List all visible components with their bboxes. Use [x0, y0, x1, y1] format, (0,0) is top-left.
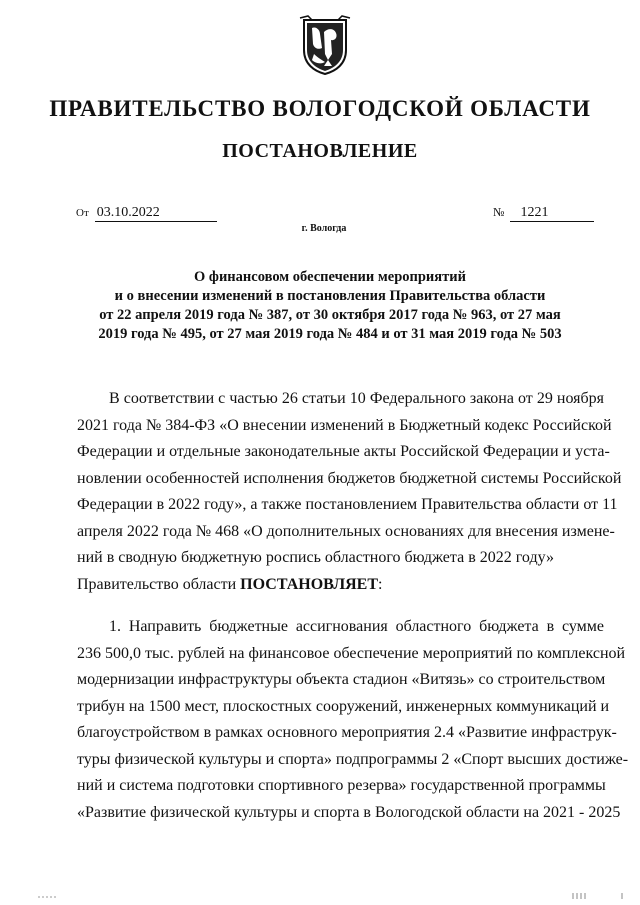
date-value: 03.10.2022	[95, 205, 217, 222]
resolve-word: ПОСТАНОВЛЯЕТ	[240, 575, 379, 593]
preamble-line: ний в сводную бюджетную роспись областного бюджета в 2022 году»	[77, 549, 554, 566]
scan-mark-icon	[572, 893, 588, 899]
scan-marks	[0, 891, 640, 899]
preamble-line: Федерации и отдельные законодательные акты Российской Федерации и уста-	[77, 443, 610, 460]
coat-of-arms-icon	[298, 14, 352, 76]
scan-mark-icon	[38, 895, 58, 899]
preamble	[77, 386, 622, 598]
document-type: ПОСТАНОВЛЕНИЕ	[222, 140, 418, 162]
number-prefix: №	[493, 205, 505, 219]
resolve-line	[77, 572, 604, 599]
preamble-line: новлении особенностей исполнения бюджетов бюджетной системы Российской	[77, 469, 622, 487]
paragraph-line: 236 500,0 тыс. рублей на финансовое обеспечение мероприятий по комплексной	[77, 644, 626, 662]
preamble-line: Федерации в 2022 году», а также постановлением Правительства области от 11	[77, 496, 618, 513]
document-number	[493, 205, 594, 222]
preamble-line: В соответствии с частью 26 статьи 10 Федерального закона от 29 ноября	[109, 390, 604, 407]
subject-line: О финансовом обеспечении мероприятий	[194, 269, 466, 285]
paragraph-line: 1. Направить бюджетные ассигнования областного бюджета в сумме	[109, 618, 604, 635]
preamble-line: апреля 2022 года № 468 «О дополнительных основаниях для внесения измене-	[77, 522, 615, 540]
preamble-line: 2021 года № 384-ФЗ «О внесении изменений в Бюджетный кодекс Российской	[77, 416, 612, 434]
paragraph-line: «Развитие физической культуры и спорта в Вологодской области на 2021 - 2025	[77, 803, 621, 821]
city: г. Вологда	[301, 223, 347, 234]
subject-line: от 22 апреля 2019 года № 387, от 30 октября 2017 года № 963, от 27 мая	[99, 307, 561, 323]
date-prefix: От	[76, 207, 89, 219]
paragraph-line: модернизации инфраструктуры объекта стадион «Витязь» со строительством	[77, 671, 606, 688]
paragraph-1	[77, 614, 629, 826]
paragraph-line: трибун на 1500 мест, плоскостных сооружений, инженерных коммуникаций и	[77, 697, 610, 715]
paragraph-line: ний и система подготовки спортивного резерва» государственной программы	[77, 777, 606, 794]
subject-line: и о внесении изменений в постановления Правительства области	[114, 288, 546, 304]
government-title: ПРАВИТЕЛЬСТВО ВОЛОГОДСКОЙ ОБЛАСТИ	[49, 96, 591, 121]
resolve-prefix: Правительство области	[77, 575, 241, 593]
document-subject	[70, 268, 590, 344]
resolve-suffix: :	[378, 575, 383, 593]
scan-mark-icon	[620, 893, 624, 899]
paragraph-line: туры физической культуры и спорта» подпрограммы 2 «Спорт высших достиже-	[77, 750, 629, 768]
paragraph-line: благоустройством в рамках основного мероприятия 2.4 «Развитие инфраструк-	[77, 724, 617, 741]
document-date	[76, 205, 217, 222]
number-value: 1221	[510, 205, 594, 222]
subject-line: 2019 года № 495, от 27 мая 2019 года № 484 и от 31 мая 2019 года № 503	[98, 326, 562, 342]
